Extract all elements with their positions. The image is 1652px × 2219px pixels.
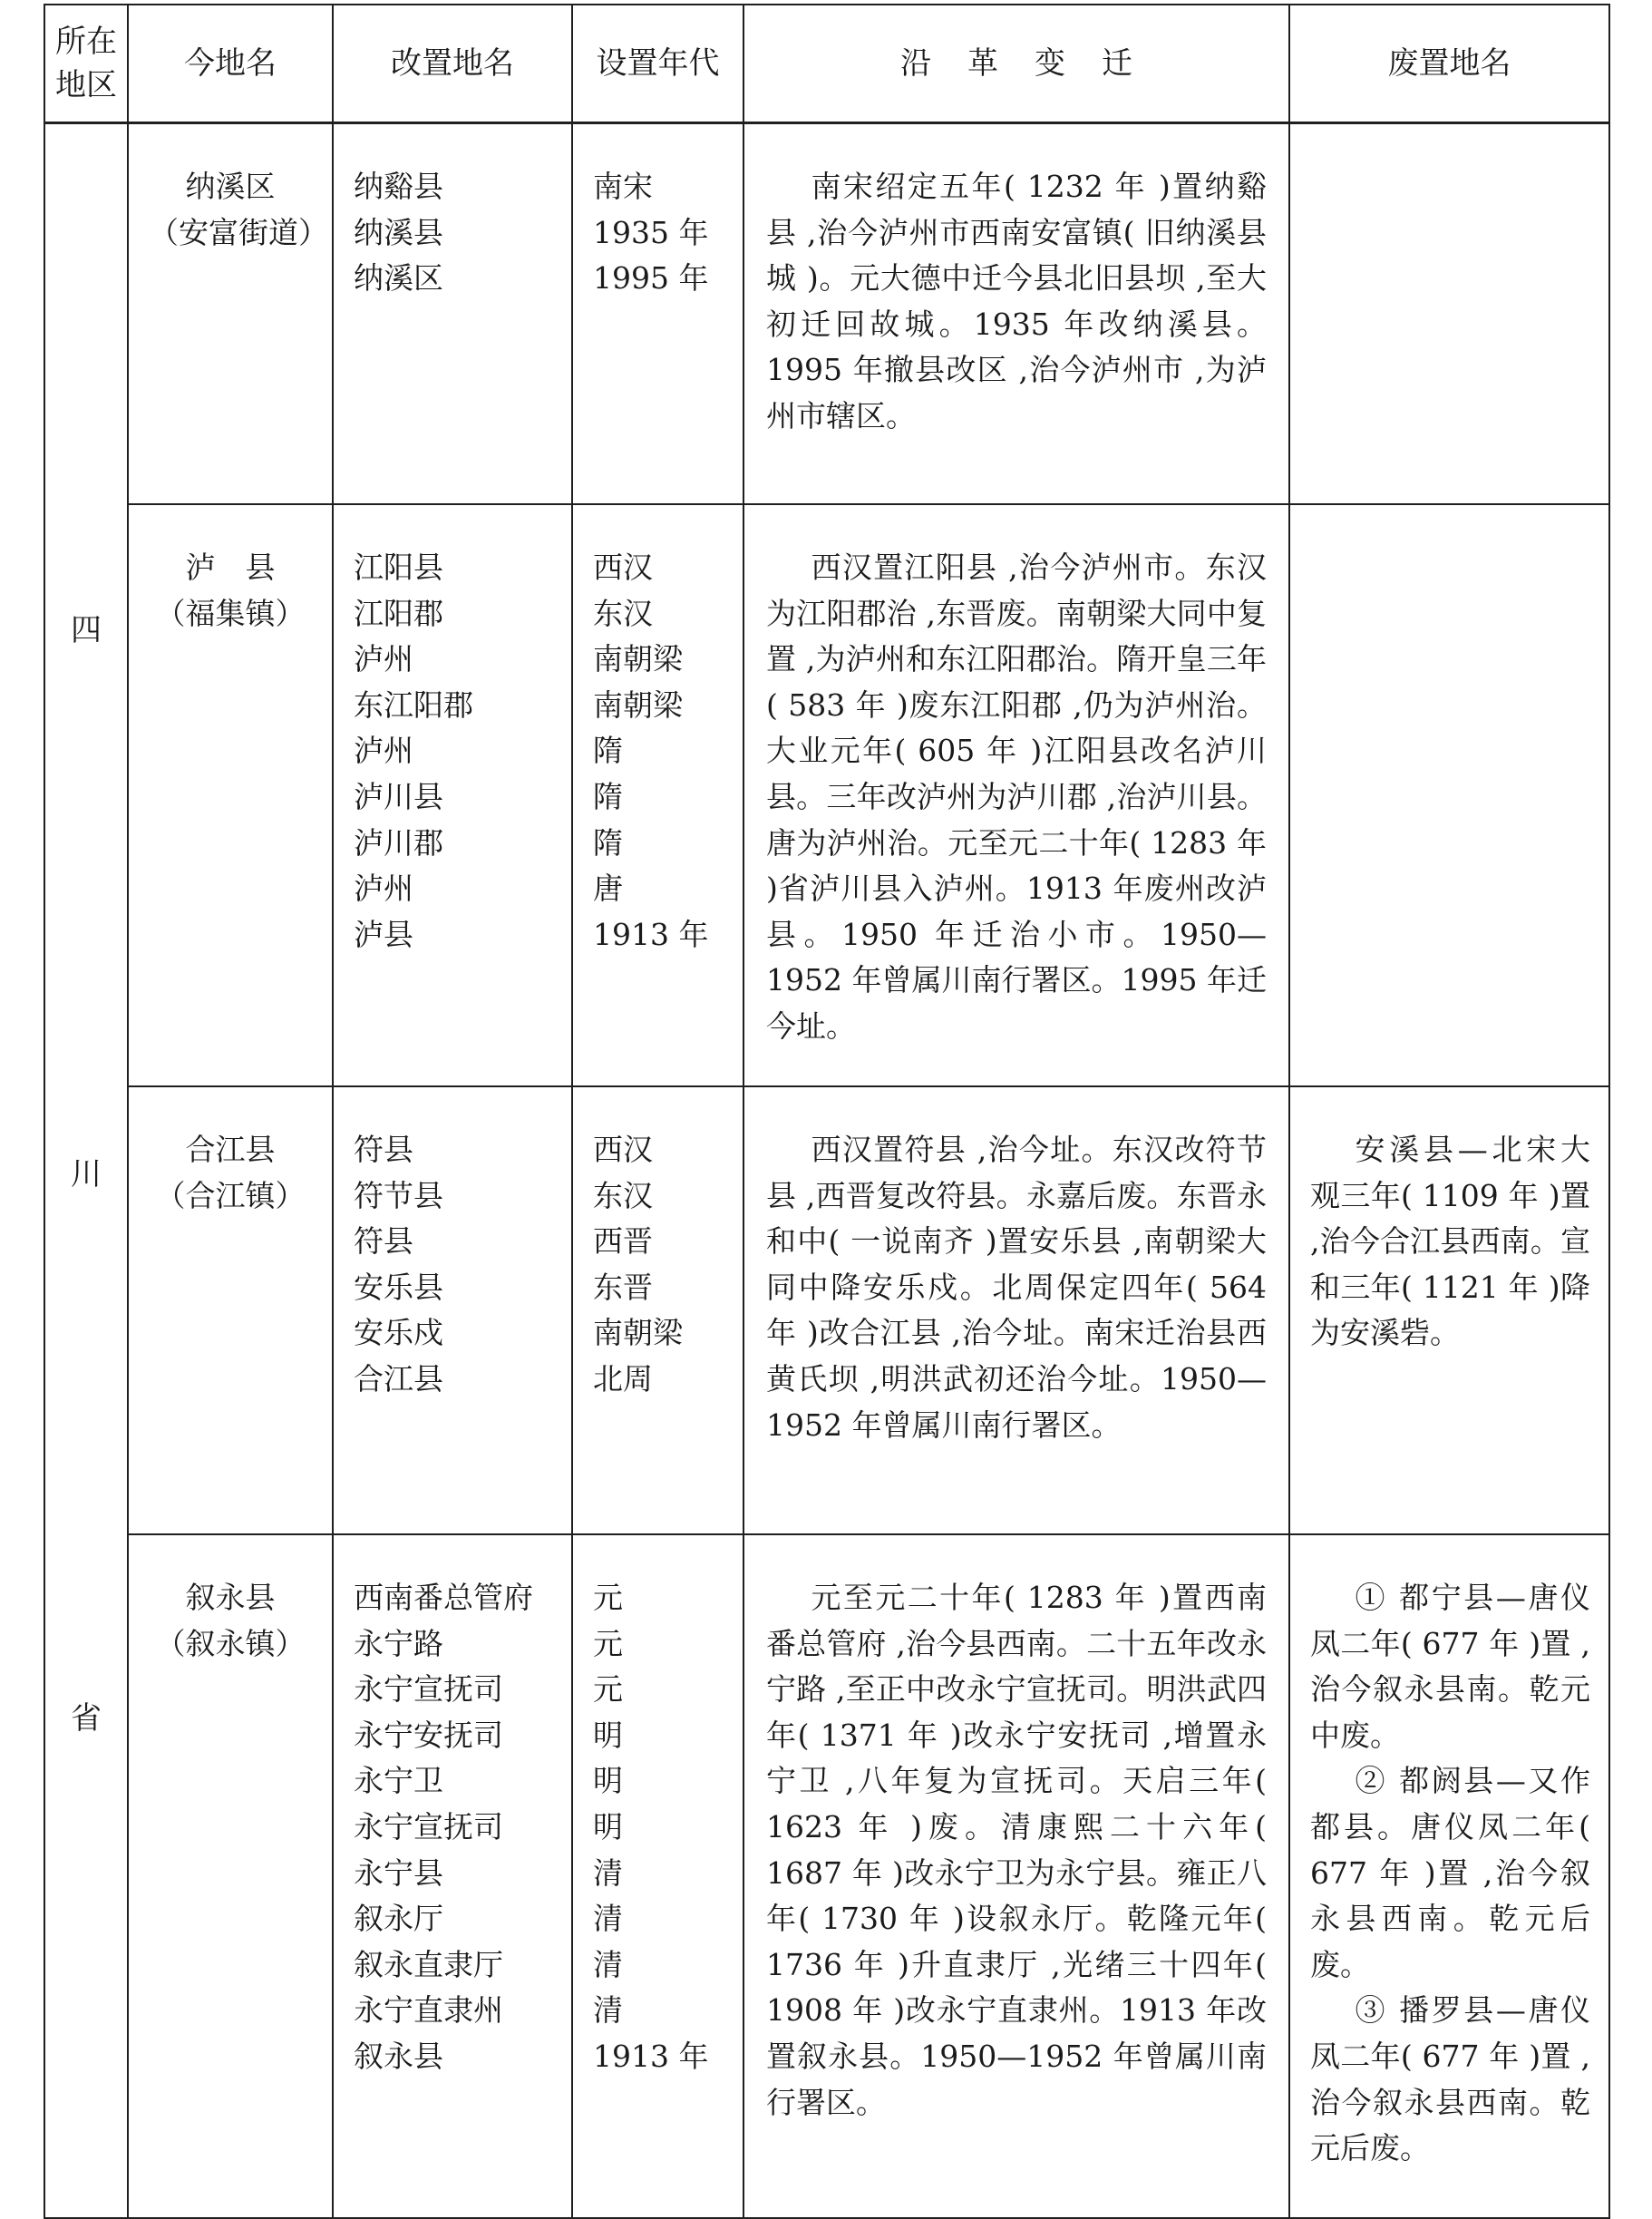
abolished-entry: 安溪县—北宋大观三年( 1109 年 )置 ,治今合江县西南。宣和三年( 1121 年 )降为安溪砦。 (1310, 1132, 1590, 1351)
abolished-cell (1289, 1534, 1609, 2218)
history-cell: 西汉置江阳县 ,治今泸州市。东汉为江阳郡治 ,东晋废。南朝梁大同中复置 ,为泸州和东江阳郡治。隋开皇三年( 583 年 )废东江阳郡 ,仍为泸州治。大业元年( 605 年 )江阳县改名泸川县。三年改泸州为泸川郡 ,治泸川县。唐为泸州治。元至元二十年( 1283 年 )省泸川县入泸州。1913 年废州改泸县。1950 年迁治小市。1950—1952 年曾属川南行署区。1995 年迁今址。 (743, 504, 1289, 1086)
abolished-entry: ① 都宁县—唐仪凤二年( 677 年 )置 ,治今叙永县南。乾元中废。 (1310, 1580, 1590, 1753)
table-row (44, 123, 1609, 505)
abolished-cell (1289, 504, 1609, 1086)
history-cell: 南宋绍定五年( 1232 年 )置纳谿县 ,治今泸州市西南安富镇( 旧纳溪县城 )。元大德中迁今县北旧县坝 ,至大初迁回故城。1935 年改纳溪县。1995 年撤县改区 ,治今泸州市 ,为泸州市辖区。 (743, 123, 1289, 505)
region-cell (44, 123, 128, 2219)
header-row (44, 5, 1609, 123)
region-char: 川 (71, 1155, 102, 1192)
history-cell: 元至元二十年( 1283 年 )置西南番总管府 ,治今县西南。二十五年改永宁路 ,至正中改永宁宣抚司。明洪武四年( 1371 年 )改永宁安抚司 ,增置永宁卫 ,八年复为宣抚司。天启三年( 1623 年 )废。清康熙二十六年( 1687 年 )改永宁卫为永宁县。雍正八年( 1730 年 )设叙永厅。乾隆元年( 1736 年 )升直隶厅 ,光绪三十四年( 1908 年 )改永宁直隶州。1913 年改置叙永县。1950—1952 年曾属川南行署区。 (743, 1534, 1289, 2218)
era-cell: 西汉 东汉 西晋 东晋 南朝梁 北周 (572, 1086, 743, 1534)
header-current-name: 今地名 (128, 5, 333, 123)
abolished-cell (1289, 1086, 1609, 1534)
former-names-cell: 西南番总管府 永宁路 永宁宣抚司 永宁安抚司 永宁卫 永宁宣抚司 永宁县 叙永厅 叙永直隶厅 永宁直隶州 叙永县 (333, 1534, 572, 2218)
abolished-entry: ② 都阏县—又作都县。唐仪凤二年( 677 年 )置 ,治今叙永县西南。乾元后废。 (1310, 1763, 1590, 1982)
table-row (44, 504, 1609, 1086)
table-row (44, 1086, 1609, 1534)
gazetteer-table (44, 4, 1610, 2219)
header-former-names: 改置地名 (333, 5, 572, 123)
era-cell: 南宋 1935 年 1995 年 (572, 123, 743, 505)
header-history: 沿革变迁 (743, 5, 1289, 123)
former-names-cell: 江阳县 江阳郡 泸州 东江阳郡 泸州 泸川县 泸川郡 泸州 泸县 (333, 504, 572, 1086)
table-row (44, 1534, 1609, 2218)
era-cell: 元 元 元 明 明 明 清 清 清 清 1913 年 (572, 1534, 743, 2218)
current-name-cell: 泸 县 （福集镇） (128, 504, 333, 1086)
era-cell: 西汉 东汉 南朝梁 南朝梁 隋 隋 隋 唐 1913 年 (572, 504, 743, 1086)
header-region: 所在 地区 (44, 5, 128, 123)
region-char: 四 (71, 611, 102, 648)
header-abolished-names: 废置地名 (1289, 5, 1609, 123)
header-era: 设置年代 (572, 5, 743, 123)
former-names-cell: 纳谿县 纳溪县 纳溪区 (333, 123, 572, 505)
abolished-entry: ③ 播罗县—唐仪凤二年( 677 年 )置 ,治今叙永县西南。乾元后废。 (1310, 1992, 1590, 2166)
abolished-cell (1289, 123, 1609, 505)
region-char: 省 (71, 1699, 102, 1737)
current-name-cell: 合江县 （合江镇） (128, 1086, 333, 1534)
former-names-cell: 符县 符节县 符县 安乐县 安乐戍 合江县 (333, 1086, 572, 1534)
current-name-cell: 纳溪区 （安富街道） (128, 123, 333, 505)
current-name-cell: 叙永县 （叙永镇） (128, 1534, 333, 2218)
history-cell: 西汉置符县 ,治今址。东汉改符节县 ,西晋复改符县。永嘉后废。东晋永和中( 一说南齐 )置安乐县 ,南朝梁大同中降安乐戍。北周保定四年( 564 年 )改合江县 ,治今址。南宋迁治县西黄氏坝 ,明洪武初还治今址。1950—1952 年曾属川南行署区。 (743, 1086, 1289, 1534)
